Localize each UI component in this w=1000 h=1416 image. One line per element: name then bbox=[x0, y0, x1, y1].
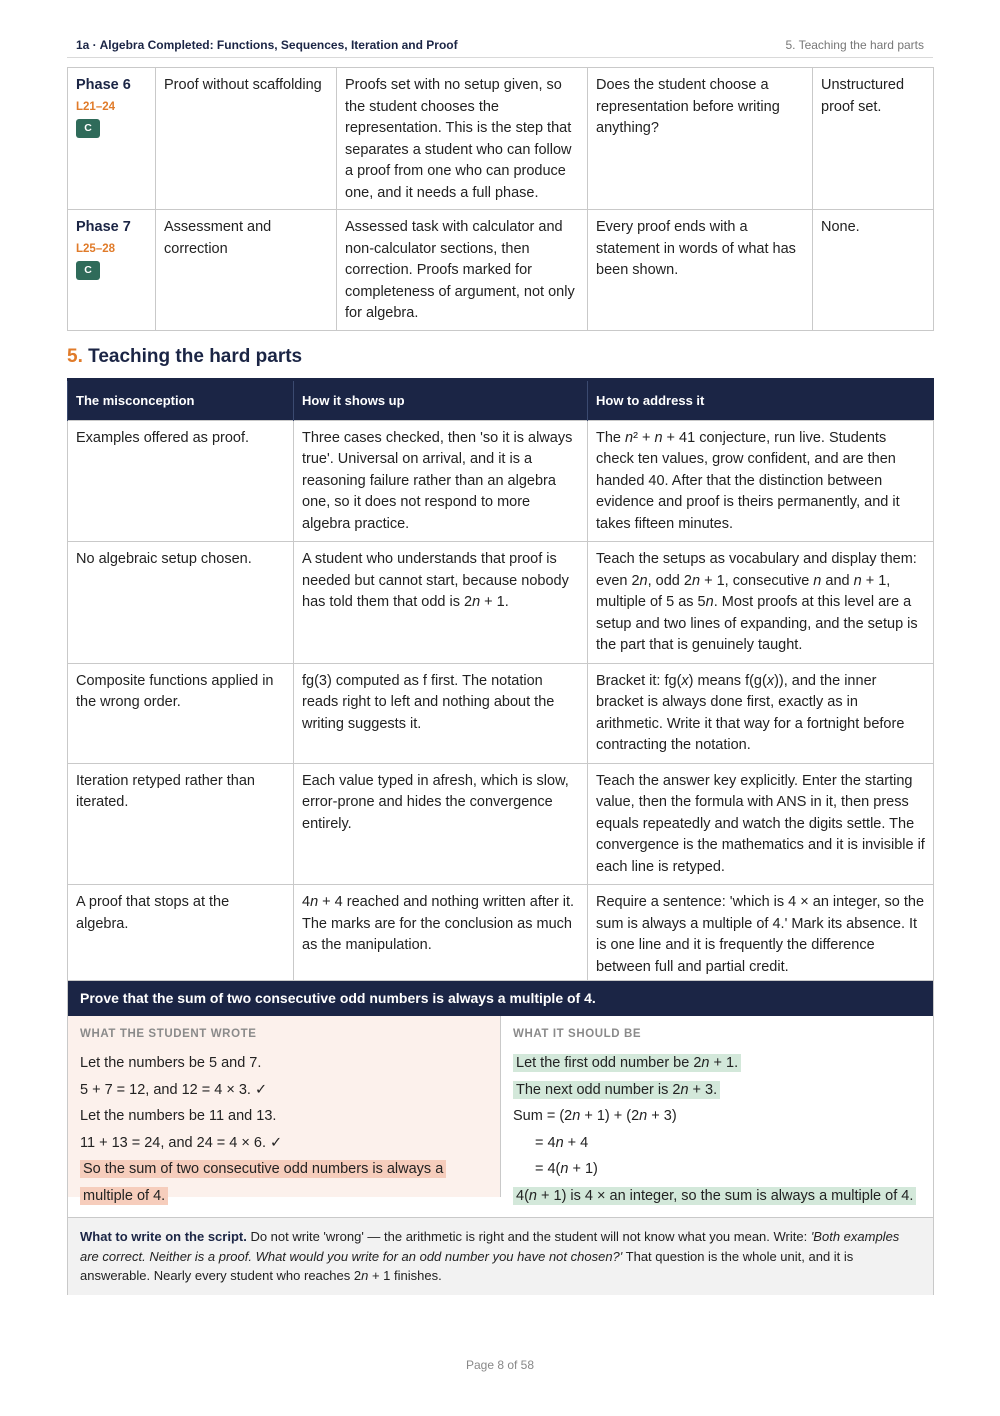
table-row bbox=[68, 885, 934, 985]
shows-up-cell: fg(3) computed as f first. The notation reads right to left and nothing about the writing suggests it. bbox=[294, 663, 588, 763]
text-run: A student who understands that proof is needed but cannot start, because nobody has told them that odd is 2 bbox=[302, 551, 569, 610]
note-lead: What to write on the script. bbox=[80, 1229, 247, 1244]
math-var: n bbox=[639, 572, 648, 589]
text-run: Bracket it: fg( bbox=[596, 672, 682, 689]
math-var: n bbox=[853, 572, 862, 589]
text-run: , odd 2 bbox=[647, 572, 692, 589]
math-var: n bbox=[639, 1108, 648, 1125]
text-run: + 1) is 4 × an integer, so the sum is always a multiple of 4. bbox=[536, 1187, 914, 1204]
header-document-title: 1a · Algebra Completed: Functions, Sequences, Iteration and Proof bbox=[76, 38, 458, 52]
phase-lessons: L25–28 bbox=[76, 242, 116, 255]
highlight-error: So the sum of two consecutive odd numbers is always a bbox=[80, 1160, 446, 1178]
shows-up-cell bbox=[294, 885, 588, 985]
text-run: + 3) bbox=[647, 1108, 677, 1125]
section-heading bbox=[67, 346, 302, 368]
phase-id-cell bbox=[68, 68, 156, 210]
student-conclusion bbox=[80, 1156, 488, 1183]
math-var: x bbox=[766, 672, 775, 689]
text-run: + 1. bbox=[480, 594, 509, 610]
text-run: + 1, consecutive bbox=[700, 572, 814, 589]
math-var: n bbox=[691, 572, 701, 589]
math-var: n bbox=[555, 1134, 564, 1151]
student-line: Let the numbers be 5 and 7. bbox=[80, 1055, 262, 1071]
phase-table bbox=[67, 67, 934, 331]
text-run: = 4 bbox=[535, 1134, 556, 1151]
text-run: 4( bbox=[516, 1187, 529, 1204]
phase-resource: Unstructured proof set. bbox=[813, 68, 934, 210]
math-var: n bbox=[705, 594, 714, 610]
text-run: The bbox=[596, 429, 626, 446]
address-cell: Require a sentence: 'which is 4 × an integer, so the sum is always a multiple of 4.' Mark its absence. It is one line and it is frequently the difference between full and partial credit. bbox=[588, 885, 934, 985]
math-var: n bbox=[701, 1055, 710, 1071]
text-run: + 1) + (2 bbox=[580, 1108, 640, 1125]
text-run: The next odd number is 2 bbox=[516, 1081, 681, 1098]
text-run: Let the first odd number be 2 bbox=[516, 1055, 702, 1071]
shows-up-cell bbox=[294, 542, 588, 664]
table-header-row bbox=[68, 380, 934, 421]
math-var: n bbox=[813, 572, 822, 589]
correct-line bbox=[513, 1103, 921, 1130]
section-title: Teaching the hard parts bbox=[88, 346, 303, 367]
misconception-cell: Examples offered as proof. bbox=[68, 420, 294, 542]
text-run: + 1. bbox=[709, 1055, 739, 1071]
text-run: = 4( bbox=[535, 1161, 561, 1178]
math-var: n bbox=[528, 1187, 537, 1204]
text-run: Teach the setups as vocabulary and display them: even 2 bbox=[596, 551, 917, 589]
correct-column-heading: WHAT IT SHOULD BE bbox=[513, 1028, 642, 1040]
running-header bbox=[67, 38, 933, 58]
header-section-title: 5. Teaching the hard parts bbox=[785, 38, 924, 52]
text-run: Sum = (2 bbox=[513, 1108, 573, 1125]
table-row bbox=[68, 542, 934, 664]
student-column-heading: WHAT THE STUDENT WROTE bbox=[80, 1028, 257, 1040]
student-line: 11 + 13 = 24, and 24 = 4 × 6. ✓ bbox=[80, 1134, 283, 1151]
misconception-cell: Composite functions applied in the wrong order. bbox=[68, 663, 294, 763]
math-var: n bbox=[572, 1108, 581, 1125]
shows-up-cell: Each value typed in afresh, which is slow, error-prone and hides the convergence entirely. bbox=[294, 763, 588, 885]
text-run: ) means f(g( bbox=[688, 672, 767, 689]
text-run: + 41 conjecture, run live. Students check ten values, grow confident, and are then handed 40. After that the distinction between evidence and proof is theirs permanently, and it takes fifteen minutes. bbox=[596, 429, 900, 532]
example-columns bbox=[68, 1016, 933, 1204]
math-var: n bbox=[625, 429, 634, 446]
correct-line bbox=[513, 1156, 921, 1183]
correct-answer-column bbox=[501, 1016, 933, 1204]
phase-title: Assessment and correction bbox=[156, 210, 337, 331]
phase-check: Every proof ends with a statement in words of what has been shown. bbox=[588, 210, 813, 331]
text-run: + 1, multiple of 5 as 5 bbox=[596, 572, 891, 610]
shows-up-cell: Three cases checked, then 'so it is always true'. Universal on arrival, and it is a reasoning failure rather than an algebra one, so it does not respond to more algebra practice. bbox=[294, 420, 588, 542]
highlight-correct bbox=[513, 1054, 741, 1072]
phase-name: Phase 7 bbox=[76, 219, 131, 235]
phase-lessons: L21–24 bbox=[76, 100, 116, 113]
phase-row bbox=[68, 68, 934, 210]
misconception-table bbox=[67, 378, 934, 985]
section-number: 5. bbox=[67, 346, 83, 367]
math-var: n bbox=[310, 894, 319, 910]
address-cell bbox=[588, 663, 934, 763]
text-run: )), and the inner bracket is always done first, exactly as in arithmetic. Write it that way for a fortnight before contracting the notation. bbox=[596, 672, 905, 753]
math-var: n bbox=[680, 1081, 689, 1098]
text-run: . Most proofs at this level are a setup and two lines of expanding, and the setup is the part that is genuinely taught. bbox=[596, 594, 918, 653]
math-var: n bbox=[361, 1268, 369, 1283]
address-cell: Teach the answer key explicitly. Enter the starting value, then the formula with ANS in it, then press equals repeatedly and watch the digits settle. The convergence is the mathematics and it is invisible if each line is retyped. bbox=[588, 763, 934, 885]
misconception-cell: A proof that stops at the algebra. bbox=[68, 885, 294, 985]
student-line: 5 + 7 = 12, and 12 = 4 × 3. ✓ bbox=[80, 1081, 268, 1098]
phase-badge: C bbox=[76, 261, 100, 280]
phase-description: Assessed task with calculator and non-calculator sections, then correction. Proofs marked for completeness of argument, not only for algebra. bbox=[337, 210, 588, 331]
phase-badge: C bbox=[76, 119, 100, 138]
page-number: Page 8 of 58 bbox=[465, 1358, 535, 1372]
phase-check: Does the student choose a representation before writing anything? bbox=[588, 68, 813, 210]
phase-id-cell bbox=[68, 210, 156, 331]
student-conclusion bbox=[80, 1183, 488, 1210]
text-run: and bbox=[821, 572, 854, 589]
example-title: Prove that the sum of two consecutive odd numbers is always a multiple of 4. bbox=[68, 981, 933, 1016]
misconception-cell: Iteration retyped rather than iterated. bbox=[68, 763, 294, 885]
address-cell bbox=[588, 420, 934, 542]
correct-line bbox=[513, 1077, 921, 1104]
math-var: n bbox=[472, 594, 481, 610]
student-answer-column bbox=[68, 1016, 501, 1204]
text-run: Do not write 'wrong' — the arithmetic is right and the student will not know what you mean. Write: bbox=[246, 1229, 811, 1244]
text-run: + 1) bbox=[568, 1161, 598, 1178]
table-row bbox=[68, 663, 934, 763]
correct-line bbox=[513, 1130, 921, 1157]
text-run: That question is the whole unit, and it is answerable. Nearly every student who reaches 2 bbox=[80, 1248, 854, 1283]
correct-line bbox=[513, 1183, 921, 1210]
student-line: Let the numbers be 11 and 13. bbox=[80, 1108, 277, 1125]
phase-resource: None. bbox=[813, 210, 934, 331]
correct-line bbox=[513, 1050, 921, 1077]
highlight-correct bbox=[513, 1081, 720, 1099]
text-run: ² + bbox=[633, 429, 655, 446]
phase-name: Phase 6 bbox=[76, 77, 131, 93]
column-header-shows-up: How it shows up bbox=[294, 380, 588, 421]
phase-title: Proof without scaffolding bbox=[156, 68, 337, 210]
highlight-correct bbox=[513, 1187, 916, 1205]
table-row bbox=[68, 763, 934, 885]
column-header-address: How to address it bbox=[588, 380, 934, 421]
teacher-note bbox=[68, 1217, 933, 1295]
highlight-error: multiple of 4. bbox=[80, 1187, 168, 1205]
text-run: + 1 finishes. bbox=[368, 1268, 442, 1283]
text-run: + 3. bbox=[688, 1081, 718, 1098]
address-cell bbox=[588, 542, 934, 664]
phase-description: Proofs set with no setup given, so the student chooses the representation. This is the step that separates a student who can follow a proof from one who can produce one, and it needs a full phase. bbox=[337, 68, 588, 210]
math-var: n bbox=[560, 1161, 569, 1178]
text-run: + 4 bbox=[563, 1134, 589, 1151]
text-run: 4 bbox=[302, 894, 311, 910]
column-header-misconception: The misconception bbox=[68, 380, 294, 421]
phase-row bbox=[68, 210, 934, 331]
worked-example-box bbox=[67, 980, 934, 1295]
math-var: n bbox=[654, 429, 663, 446]
text-run: + 4 reached and nothing written after it. The marks are for the conclusion as much as the manipulation. bbox=[302, 894, 575, 953]
table-row bbox=[68, 420, 934, 542]
misconception-cell: No algebraic setup chosen. bbox=[68, 542, 294, 664]
math-var: x bbox=[681, 672, 689, 689]
note-quote: 'Both examples are correct. Neither is a proof. What would you write for an odd number you have not chosen?' bbox=[80, 1229, 900, 1264]
